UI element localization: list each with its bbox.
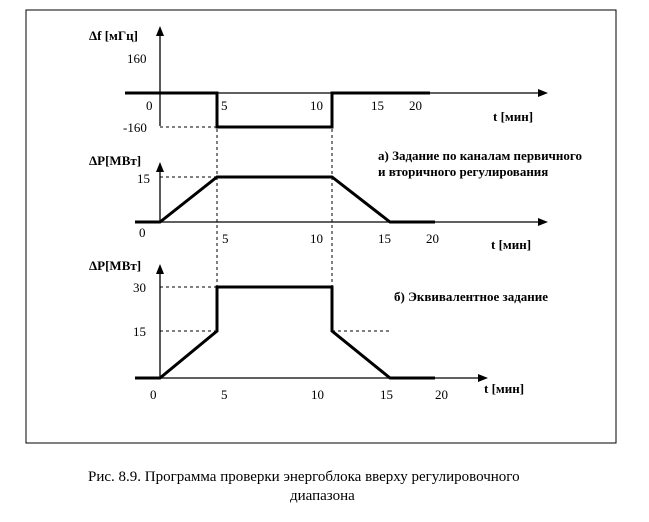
x-axis-label-top: t [мин] bbox=[493, 109, 534, 124]
x-tick-bot-5: 5 bbox=[221, 387, 228, 402]
x-tick-bot-0: 0 bbox=[150, 387, 157, 402]
x-tick-mid-10: 10 bbox=[310, 231, 323, 246]
note-primary-secondary-line1: а) Задание по каналам первичного bbox=[378, 148, 582, 163]
signal-control-setpoint bbox=[135, 177, 435, 222]
y-axis-bot-arrow bbox=[156, 264, 164, 274]
y-axis-label-top: Δf [мГц] bbox=[89, 28, 139, 43]
caption-line1: Рис. 8.9. Программа проверки энергоблока вверху регулировочного bbox=[88, 469, 520, 485]
note-primary-secondary-line2: и вторичного регулирования bbox=[378, 164, 549, 179]
x-tick-top-0: 0 bbox=[146, 98, 153, 113]
y-tick-mid-15: 15 bbox=[137, 171, 150, 186]
plot-control-setpoint bbox=[89, 148, 582, 252]
y-tick-bot-15: 15 bbox=[133, 324, 146, 339]
plot-equivalent-setpoint bbox=[89, 258, 548, 402]
signal-equivalent-setpoint bbox=[135, 287, 435, 378]
signal-frequency bbox=[125, 93, 430, 127]
y-tick-bot-30: 30 bbox=[133, 280, 146, 295]
y-tick-top-160: 160 bbox=[127, 51, 147, 66]
x-tick-top-20: 20 bbox=[409, 98, 422, 113]
y-axis-top-arrow bbox=[156, 26, 164, 36]
x-tick-bot-20: 20 bbox=[435, 387, 448, 402]
x-tick-top-5: 5 bbox=[221, 98, 228, 113]
plot-frequency bbox=[89, 26, 548, 135]
x-tick-mid-15: 15 bbox=[378, 231, 391, 246]
y-axis-label-bot: ΔP[МВт] bbox=[89, 258, 142, 273]
x-axis-label-mid: t [мин] bbox=[491, 237, 532, 252]
x-tick-mid-0: 0 bbox=[139, 225, 146, 240]
x-tick-mid-20: 20 bbox=[426, 231, 439, 246]
note-equivalent: б) Эквивалентное задание bbox=[394, 289, 549, 304]
y-axis-label-mid: ΔP[МВт] bbox=[89, 153, 142, 168]
y-tick-top-minus160: -160 bbox=[123, 120, 147, 135]
y-axis-mid-arrow bbox=[156, 162, 164, 172]
x-axis-label-bot: t [мин] bbox=[484, 381, 525, 396]
x-axis-top-arrow bbox=[538, 89, 548, 97]
x-axis-mid-arrow bbox=[538, 218, 548, 226]
caption-line2: диапазона bbox=[290, 488, 355, 504]
x-tick-bot-10: 10 bbox=[311, 387, 324, 402]
x-tick-mid-5: 5 bbox=[222, 231, 229, 246]
x-tick-top-15: 15 bbox=[371, 98, 384, 113]
x-tick-top-10: 10 bbox=[310, 98, 323, 113]
x-tick-bot-15: 15 bbox=[380, 387, 393, 402]
